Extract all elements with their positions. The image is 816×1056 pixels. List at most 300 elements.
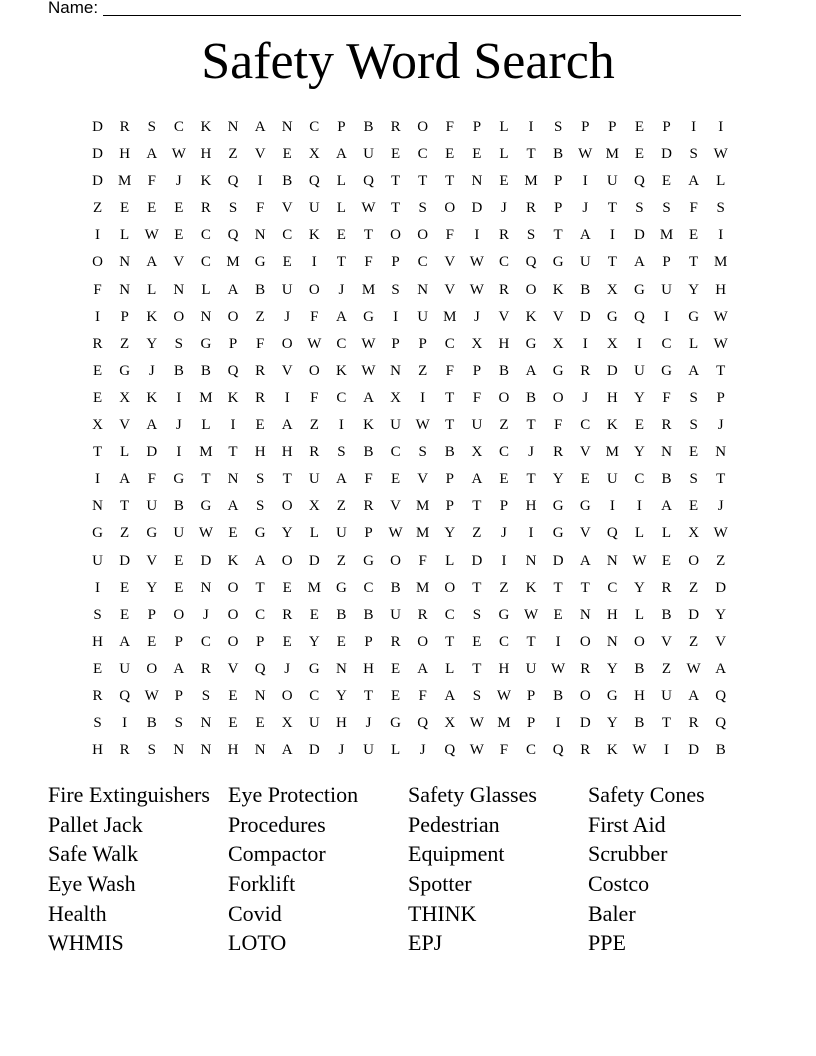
grid-letter: F (445, 362, 454, 379)
grid-letter: Z (309, 417, 319, 434)
grid-letter: E (390, 660, 401, 677)
grid-letter: T (336, 254, 346, 271)
grid-letter: B (173, 362, 184, 379)
grid-letter: N (579, 606, 591, 623)
grid-letter: G (200, 335, 212, 352)
grid-row (84, 683, 736, 710)
grid-letter: A (417, 660, 429, 677)
grid-letter: A (335, 146, 347, 163)
grid-letter: G (254, 254, 266, 271)
grid-letter: H (92, 633, 103, 650)
grid-letter: O (281, 687, 293, 704)
grid-letter: O (417, 119, 429, 135)
grid-letter: U (661, 281, 672, 298)
grid-letter: R (200, 200, 211, 217)
word-list-item: LOTO (228, 930, 287, 956)
grid-letter: D (579, 715, 591, 732)
grid-letter: N (390, 362, 401, 379)
grid-letter: U (525, 660, 537, 677)
grid-letter: L (689, 335, 699, 352)
grid-letter: P (526, 687, 536, 704)
grid-letter: J (175, 173, 182, 190)
grid-letter: Y (634, 444, 645, 461)
grid-letter: T (526, 633, 536, 650)
grid-letter: U (363, 146, 374, 163)
grid-letter: U (92, 552, 103, 569)
grid-letter: C (661, 335, 672, 352)
grid-letter: Z (336, 498, 346, 515)
grid-letter: J (528, 444, 534, 461)
grid-letter: D (308, 552, 320, 569)
grid-letter: A (119, 633, 131, 650)
grid-letter: I (230, 417, 236, 434)
word-list-item: Safety Cones (588, 782, 705, 807)
grid-letter: A (146, 417, 158, 434)
grid-letter: B (634, 715, 645, 732)
grid-letter: O (281, 335, 293, 352)
grid-letter: I (176, 389, 182, 406)
grid-letter: P (662, 254, 671, 271)
word-list-item: THINK (408, 900, 477, 926)
grid-letter: C (417, 254, 428, 271)
grid-letter: S (174, 335, 183, 352)
grid-letter: L (445, 552, 455, 569)
grid-letter: Z (228, 146, 238, 163)
grid-letter: M (497, 715, 511, 732)
grid-letter: I (311, 254, 317, 271)
grid-letter: L (336, 173, 346, 190)
grid-letter: Z (472, 525, 482, 542)
grid-letter: H (335, 715, 347, 732)
grid-letter: W (632, 552, 647, 569)
grid-letter: C (634, 471, 645, 488)
grid-letter: B (634, 660, 645, 677)
grid-letter: D (92, 173, 103, 190)
grid-letter: U (661, 687, 672, 704)
grid-letter: C (336, 335, 347, 352)
grid-letter: I (555, 715, 561, 732)
grid-letter: N (606, 552, 618, 569)
grid-row (84, 439, 736, 466)
grid-letter: L (716, 173, 726, 190)
grid-letter: G (92, 525, 103, 542)
grid-letter: W (632, 742, 647, 759)
grid-letter: K (227, 552, 239, 569)
grid-letter: V (227, 660, 239, 677)
grid-letter: Z (120, 525, 130, 542)
grid-letter: O (227, 308, 239, 325)
grid-letter: E (580, 471, 590, 488)
grid-letter: E (174, 227, 184, 244)
grid-row (84, 466, 736, 493)
grid-letter: L (201, 417, 211, 434)
grid-letter: E (689, 498, 699, 515)
grid-letter: S (228, 200, 238, 217)
grid-letter: R (580, 660, 591, 677)
grid-row (84, 493, 736, 520)
grid-letter: Q (606, 525, 618, 542)
grid-row (84, 358, 736, 385)
grid-letter: P (391, 254, 400, 271)
grid-letter: F (364, 471, 373, 488)
grid-row (84, 304, 736, 331)
grid-letter: T (472, 498, 482, 515)
grid-letter: R (498, 281, 509, 298)
grid-letter: N (173, 281, 185, 298)
grid-letter: O (227, 579, 239, 596)
grid-letter: I (582, 335, 588, 352)
grid-letter: K (308, 227, 320, 244)
grid-letter: R (580, 742, 591, 759)
grid-letter: F (553, 417, 563, 434)
grid-letter: F (499, 742, 509, 759)
grid-letter: O (634, 633, 645, 650)
grid-letter: J (365, 715, 372, 732)
grid-letter: U (579, 254, 591, 271)
word-list-item: EPJ (408, 930, 443, 956)
grid-letter: H (363, 660, 374, 677)
grid-letter: Q (227, 362, 239, 379)
grid-letter: I (609, 498, 615, 515)
grid-letter: G (661, 362, 672, 379)
word-list-item: Equipment (408, 841, 505, 867)
grid-letter: B (444, 444, 455, 461)
word-list-item: Pallet Jack (48, 811, 143, 837)
grid-letter: S (93, 715, 102, 732)
grid-letter: O (579, 633, 591, 650)
grid-letter: Z (336, 552, 346, 569)
grid-letter: A (634, 254, 645, 271)
grid-letter: O (417, 227, 429, 244)
grid-letter: E (390, 687, 401, 704)
grid-letter: R (580, 362, 591, 379)
grid-letter: Y (281, 525, 293, 542)
grid-letter: A (254, 119, 266, 135)
grid-letter: Q (634, 173, 645, 190)
grid-letter: P (445, 498, 454, 515)
grid-letter: O (281, 552, 293, 569)
grid-letter: T (255, 579, 265, 596)
grid-letter: U (634, 362, 645, 379)
grid-letter: G (119, 362, 131, 379)
grid-letter: N (471, 173, 483, 190)
grid-letter: P (364, 525, 373, 542)
grid-letter: A (173, 660, 185, 677)
grid-letter: S (147, 742, 156, 759)
grid-letter: D (552, 552, 564, 569)
grid-letter: E (309, 606, 319, 623)
grid-letter: K (525, 308, 537, 325)
grid-letter: H (92, 742, 103, 759)
grid-letter: T (390, 173, 401, 190)
grid-letter: F (418, 552, 427, 569)
grid-letter: P (174, 687, 183, 704)
grid-letter: R (200, 660, 211, 677)
grid-letter: P (445, 471, 454, 488)
grid-letter: T (282, 471, 292, 488)
grid-letter: I (609, 227, 615, 244)
grid-letter: N (335, 660, 347, 677)
grid-letter: Q (227, 173, 239, 190)
grid-letter: N (254, 742, 266, 759)
grid-letter: Y (688, 281, 700, 298)
grid-letter: O (417, 633, 429, 650)
word-list-item: Forklift (228, 871, 296, 897)
grid-letter: V (579, 525, 591, 542)
grid-letter: T (120, 498, 130, 515)
grid-letter: F (418, 687, 427, 704)
grid-letter: Z (92, 200, 103, 217)
grid-letter: B (390, 579, 401, 596)
grid-letter: J (203, 606, 209, 623)
grid-letter: L (201, 281, 211, 298)
grid-letter: B (661, 606, 672, 623)
grid-letter: S (553, 119, 563, 135)
grid-letter: E (634, 146, 644, 163)
grid-letter: T (553, 579, 563, 596)
grid-letter: V (715, 633, 727, 650)
grid-letter: J (338, 742, 345, 759)
grid-letter: S (716, 200, 725, 217)
grid-letter: E (282, 146, 292, 163)
grid-letter: O (146, 660, 158, 677)
grid-letter: P (255, 633, 265, 650)
grid-letter: R (526, 200, 537, 217)
grid-row (84, 520, 736, 547)
grid-letter: T (201, 471, 211, 488)
grid-letter: G (606, 687, 618, 704)
grid-letter: E (92, 389, 103, 406)
grid-letter: R (417, 606, 428, 623)
grid-letter: B (363, 119, 374, 135)
grid-letter: V (417, 471, 429, 488)
grid-letter: M (714, 254, 728, 271)
grid-letter: A (227, 498, 239, 515)
grid-letter: E (499, 173, 509, 190)
grid-letter: O (281, 498, 293, 515)
grid-letter: A (363, 389, 374, 406)
grid-letter: Z (255, 308, 265, 325)
grid-letter: W (578, 146, 593, 163)
grid-letter: N (281, 119, 293, 135)
grid-letter: R (390, 633, 401, 650)
grid-letter: E (174, 579, 184, 596)
grid-letter: T (553, 227, 563, 244)
grid-letter: F (255, 335, 265, 352)
grid-letter: O (227, 606, 239, 623)
grid-letter: I (474, 227, 480, 244)
grid-letter: S (689, 471, 698, 488)
grid-letter: F (662, 389, 671, 406)
grid-letter: H (606, 389, 618, 406)
grid-letter: G (552, 525, 564, 542)
grid-letter: Y (634, 579, 645, 596)
grid-letter: Q (552, 742, 564, 759)
grid-letter: Q (227, 227, 239, 244)
grid-letter: I (664, 308, 670, 325)
grid-letter: Q (444, 742, 456, 759)
grid-letter: L (120, 227, 130, 244)
grid-letter: U (119, 660, 131, 677)
grid-letter: G (552, 362, 564, 379)
grid-letter: J (717, 417, 724, 434)
grid-letter: Y (634, 389, 645, 406)
grid-letter: Q (634, 308, 645, 325)
grid-letter: C (336, 389, 347, 406)
grid-letter: I (95, 471, 101, 488)
grid-letter: K (146, 308, 158, 325)
grid-letter: C (417, 146, 428, 163)
grid-letter: T (228, 444, 238, 461)
grid-letter: Y (444, 525, 456, 542)
grid-letter: B (553, 687, 564, 704)
grid-letter: A (335, 471, 347, 488)
grid-letter: B (526, 389, 537, 406)
grid-letter: V (498, 308, 510, 325)
name-write-line[interactable] (103, 15, 741, 16)
grid-letter: P (662, 119, 671, 135)
grid-letter: Z (689, 579, 699, 596)
grid-letter: N (606, 633, 618, 650)
grid-letter: M (226, 254, 240, 271)
grid-letter: A (146, 146, 158, 163)
grid-letter: D (200, 552, 212, 569)
grid-letter: M (199, 444, 213, 461)
grid-letter: E (92, 362, 103, 379)
grid-letter: H (525, 498, 537, 515)
grid-letter: F (689, 200, 698, 217)
grid-letter: V (444, 281, 456, 298)
grid-letter: U (335, 525, 347, 542)
grid-letter: D (92, 119, 103, 135)
grid-letter: O (227, 633, 239, 650)
grid-letter: X (606, 281, 618, 298)
grid-letter: O (444, 579, 456, 596)
word-list-item: WHMIS (48, 930, 124, 956)
grid-letter: I (582, 173, 588, 190)
grid-letter: A (688, 173, 700, 190)
grid-letter: Y (715, 606, 727, 623)
grid-letter: S (418, 200, 427, 217)
grid-letter: E (661, 552, 672, 569)
grid-letter: Y (146, 335, 158, 352)
grid-letter: S (472, 606, 482, 623)
grid-letter: G (525, 335, 537, 352)
grid-letter: F (310, 389, 319, 406)
grid-letter: J (338, 281, 345, 298)
grid-letter: D (634, 227, 645, 244)
name-label: Name: (48, 0, 99, 17)
grid-letter: W (361, 362, 376, 379)
grid-letter: K (606, 742, 618, 759)
grid-letter: S (93, 606, 102, 623)
grid-letter: E (390, 146, 401, 163)
grid-letter: V (444, 254, 456, 271)
grid-letter: M (605, 444, 619, 461)
grid-letter: T (472, 579, 482, 596)
grid-letter: X (471, 444, 483, 461)
grid-letter: K (200, 173, 212, 190)
grid-letter: X (688, 525, 700, 542)
grid-letter: K (227, 389, 239, 406)
grid-letter: K (363, 417, 374, 434)
grid-letter: Q (417, 715, 429, 732)
grid-letter: N (200, 308, 212, 325)
grid-letter: I (691, 119, 697, 135)
grid-letter: T (580, 579, 590, 596)
grid-letter: U (308, 715, 320, 732)
grid-letter: C (498, 254, 509, 271)
grid-letter: V (661, 633, 672, 650)
grid-letter: S (418, 444, 427, 461)
grid-letter: P (499, 498, 509, 515)
grid-letter: O (444, 200, 456, 217)
grid-letter: J (717, 498, 724, 515)
grid-letter: S (635, 200, 644, 217)
grid-letter: U (606, 173, 618, 190)
grid-letter: I (420, 389, 426, 406)
grid-row (84, 114, 736, 141)
grid-letter: H (119, 146, 131, 163)
grid-letter: P (391, 335, 400, 352)
grid-letter: W (469, 254, 484, 271)
grid-letter: A (525, 362, 537, 379)
grid-letter: R (309, 444, 320, 461)
grid-letter: E (147, 200, 157, 217)
grid-letter: X (444, 715, 456, 732)
grid-letter: B (200, 362, 211, 379)
grid-letter: L (634, 606, 644, 623)
grid-letter: I (528, 119, 534, 135)
grid-letter: V (146, 552, 158, 569)
grid-row (84, 575, 736, 602)
grid-letter: C (390, 444, 401, 461)
grid-letter: P (716, 389, 725, 406)
grid-letter: P (120, 308, 129, 325)
grid-letter: G (634, 281, 645, 298)
grid-letter: W (144, 687, 159, 704)
grid-row (84, 656, 736, 683)
grid-letter: C (580, 417, 591, 434)
grid-letter: G (308, 660, 320, 677)
grid-letter: E (499, 471, 509, 488)
grid-letter: X (308, 146, 320, 163)
grid-letter: V (254, 146, 266, 163)
grid-letter: Y (146, 579, 158, 596)
grid-letter: T (445, 417, 455, 434)
grid-letter: C (173, 119, 184, 135)
grid-letter: A (335, 308, 347, 325)
grid-letter: M (605, 146, 619, 163)
grid-letter: T (472, 660, 482, 677)
grid-letter: U (173, 525, 185, 542)
grid-letter: I (528, 525, 534, 542)
grid-letter: E (634, 417, 644, 434)
grid-letter: E (174, 552, 184, 569)
grid-letter: W (415, 417, 430, 434)
grid-letter: T (92, 444, 103, 461)
grid-letter: E (255, 417, 265, 434)
grid-letter: W (713, 308, 728, 325)
grid-letter: S (337, 444, 346, 461)
grid-letter: T (716, 471, 726, 488)
grid-letter: N (173, 742, 185, 759)
grid-letter: W (361, 335, 376, 352)
grid-letter: B (146, 715, 157, 732)
grid-letter: W (388, 525, 403, 542)
grid-letter: D (146, 444, 158, 461)
grid-letter: T (607, 254, 617, 271)
